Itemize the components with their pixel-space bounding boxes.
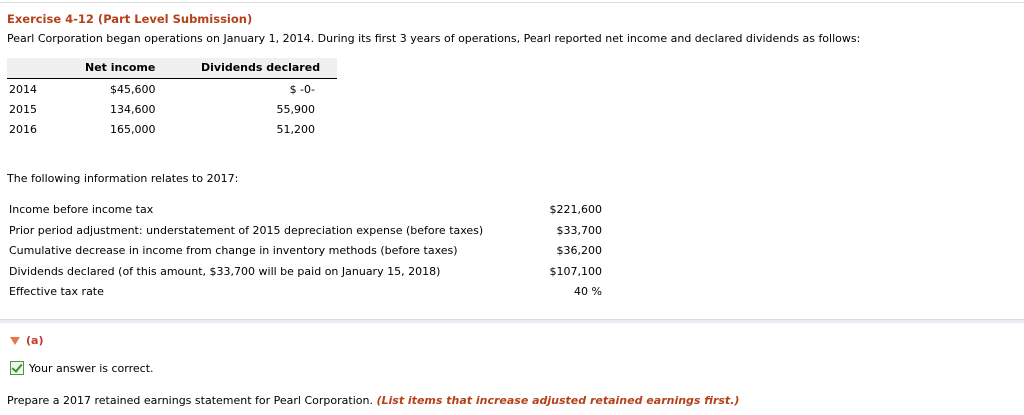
row-net-income: $45,600 <box>110 83 156 96</box>
row-year: 2015 <box>9 103 37 116</box>
info-row <box>7 241 627 262</box>
table-row <box>7 99 337 119</box>
row-net-income: 165,000 <box>110 123 156 136</box>
info-row <box>7 221 627 242</box>
part-a-toggle[interactable] <box>10 334 43 347</box>
table-header <box>7 58 337 79</box>
exercise-title: Exercise 4-12 (Part Level Submission) <box>7 12 253 26</box>
part-label: (a) <box>26 334 44 347</box>
top-divider <box>0 2 1024 3</box>
prepare-instructions <box>7 394 739 407</box>
section-divider <box>0 319 1024 323</box>
intro-text: Pearl Corporation began operations on January 1, 2014. During its first 3 years of operations, Pearl reported net income and declared dividends as follows: <box>7 32 861 45</box>
row-dividends: $ -0- <box>289 83 315 96</box>
info-row <box>7 200 627 221</box>
info-list <box>7 200 627 303</box>
info-value: 40 % <box>574 285 602 298</box>
row-dividends: 51,200 <box>276 123 315 136</box>
prepare-text: Prepare a 2017 retained earnings statement for Pearl Corporation. <box>7 394 373 407</box>
info-label: Dividends declared (of this amount, $33,700 will be paid on January 15, 2018) <box>9 264 441 278</box>
info-label: Income before income tax <box>9 203 154 216</box>
info-value: $36,200 <box>556 244 602 257</box>
col-net-income: Net income <box>85 61 156 74</box>
info-label: Cumulative decrease in income from change in inventory methods (before taxes) <box>9 244 458 257</box>
prepare-instruction: (List items that increase adjusted retained earnings first.) <box>376 394 740 407</box>
info-value: $33,700 <box>556 223 602 237</box>
following-info-text: The following information relates to 2017: <box>7 172 239 185</box>
col-dividends-declared: Dividends declared <box>201 61 321 74</box>
answer-status <box>10 361 154 375</box>
info-row <box>7 262 627 283</box>
info-label: Effective tax rate <box>9 285 104 298</box>
row-year: 2016 <box>9 123 37 136</box>
row-net-income: 134,600 <box>110 103 156 116</box>
info-value: $107,100 <box>549 264 602 278</box>
info-label: Prior period adjustment: understatement of 2015 depreciation expense (before taxes) <box>9 223 484 237</box>
info-row <box>7 282 627 303</box>
table-row <box>7 79 337 99</box>
table-row <box>7 119 337 139</box>
caret-down-icon <box>10 337 20 345</box>
checkmark-icon <box>10 361 24 375</box>
row-dividends: 55,900 <box>276 103 315 116</box>
answer-status-text: Your answer is correct. <box>29 361 154 375</box>
row-year: 2014 <box>9 83 37 96</box>
dividends-table <box>7 58 337 139</box>
info-value: $221,600 <box>549 203 602 216</box>
